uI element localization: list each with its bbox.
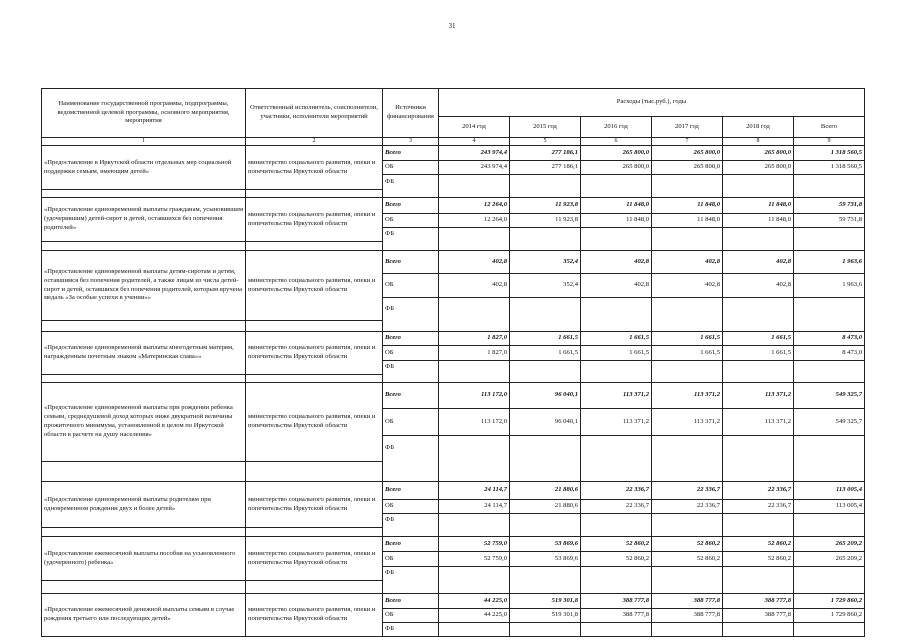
ob-value: 352,4 <box>510 274 581 298</box>
spacer-cell <box>246 321 383 332</box>
spacer-cell <box>794 321 865 332</box>
spacer-cell <box>383 242 439 251</box>
source-ob: ОБ <box>383 214 439 228</box>
spacer-cell <box>652 375 723 383</box>
table-row <box>42 537 865 552</box>
source-fb: ФБ <box>383 228 439 242</box>
spacer-cell <box>510 242 581 251</box>
source-total: Всего <box>383 146 439 161</box>
executor: министерство социального развития, опеки и попечительства Иркутской области <box>246 537 383 581</box>
spacer-cell <box>581 190 652 198</box>
ob-value: 52 860,2 <box>581 552 652 567</box>
spacer-cell <box>246 375 383 383</box>
total-value: 11 923,8 <box>510 198 581 214</box>
ob-value: 402,8 <box>439 274 510 298</box>
ob-value: 44 225,0 <box>439 609 510 623</box>
empty-cell <box>723 514 794 528</box>
ob-value: 265 800,0 <box>581 161 652 175</box>
empty-cell <box>794 436 865 462</box>
empty-cell <box>652 514 723 528</box>
source-ob: ОБ <box>383 409 439 436</box>
ob-value: 265 209,2 <box>794 552 865 567</box>
executor: министерство социального развития, опеки и попечительства Иркутской области <box>246 482 383 528</box>
spacer-cell <box>42 581 246 594</box>
empty-cell <box>439 436 510 462</box>
ob-value: 402,8 <box>723 274 794 298</box>
spacer-cell <box>510 375 581 383</box>
source-fb: ФБ <box>383 361 439 375</box>
empty-cell <box>652 623 723 637</box>
source-fb: ФБ <box>383 298 439 321</box>
executor: министерство социального развития, опеки и попечительства Иркутской области <box>246 594 383 637</box>
empty-cell <box>652 436 723 462</box>
spacer-row <box>42 528 865 537</box>
table-row <box>42 146 865 161</box>
empty-cell <box>794 298 865 321</box>
source-fb: ФБ <box>383 567 439 581</box>
page-number: 31 <box>448 22 456 30</box>
total-value: 22 336,7 <box>581 482 652 500</box>
executor: министерство социального развития, опеки и попечительства Иркутской области <box>246 198 383 242</box>
empty-cell <box>723 175 794 190</box>
empty-cell <box>723 361 794 375</box>
empty-cell <box>652 567 723 581</box>
spacer-cell <box>723 375 794 383</box>
spacer-cell <box>246 462 383 482</box>
total-value: 96 040,1 <box>510 383 581 409</box>
spacer-cell <box>652 242 723 251</box>
empty-cell <box>439 228 510 242</box>
spacer-cell <box>510 462 581 482</box>
ob-value: 22 336,7 <box>652 500 723 514</box>
empty-cell <box>794 567 865 581</box>
source-total: Всего <box>383 251 439 274</box>
spacer-cell <box>723 242 794 251</box>
total-value: 1 661,5 <box>723 332 794 346</box>
ob-value: 1 661,5 <box>652 346 723 361</box>
total-value: 243 974,4 <box>439 146 510 161</box>
spacer-cell <box>581 581 652 594</box>
column-number: 1 <box>42 138 246 146</box>
empty-cell <box>510 175 581 190</box>
total-value: 549 325,7 <box>794 383 865 409</box>
empty-cell <box>510 623 581 637</box>
total-value: 1 661,5 <box>581 332 652 346</box>
column-number-row <box>42 138 865 146</box>
empty-cell <box>439 514 510 528</box>
source-ob: ОБ <box>383 274 439 298</box>
spacer-cell <box>723 190 794 198</box>
table-body <box>42 146 865 637</box>
header-total: Всего <box>794 117 865 138</box>
total-value: 8 473,0 <box>794 332 865 346</box>
column-number: 7 <box>652 138 723 146</box>
spacer-cell <box>581 462 652 482</box>
empty-cell <box>723 298 794 321</box>
spacer-cell <box>652 321 723 332</box>
spacer-row <box>42 462 865 482</box>
spacer-cell <box>439 462 510 482</box>
total-value: 11 848,0 <box>652 198 723 214</box>
spacer-cell <box>383 462 439 482</box>
spacer-cell <box>383 528 439 537</box>
program-name: «Предоставление единовременной выплаты гражданам, усыновившим (удочерившим) детей-сирот и детей, оставшихся без попечения родителей» <box>42 198 246 242</box>
spacer-cell <box>652 462 723 482</box>
spacer-cell <box>794 581 865 594</box>
spacer-cell <box>383 190 439 198</box>
total-value: 22 336,7 <box>723 482 794 500</box>
ob-value: 388 777,8 <box>581 609 652 623</box>
total-value: 265 209,2 <box>794 537 865 552</box>
ob-value: 11 848,0 <box>652 214 723 228</box>
header-year: 2014 год <box>439 117 510 138</box>
ob-value: 519 301,8 <box>510 609 581 623</box>
spacer-cell <box>723 462 794 482</box>
empty-cell <box>652 361 723 375</box>
total-value: 402,8 <box>581 251 652 274</box>
spacer-cell <box>652 190 723 198</box>
ob-value: 24 114,7 <box>439 500 510 514</box>
table-row <box>42 594 865 609</box>
total-value: 113 371,2 <box>581 383 652 409</box>
empty-cell <box>581 361 652 375</box>
empty-cell <box>581 175 652 190</box>
ob-value: 113 371,2 <box>723 409 794 436</box>
ob-value: 1 661,5 <box>723 346 794 361</box>
spacer-cell <box>652 528 723 537</box>
spacer-cell <box>439 242 510 251</box>
spacer-cell <box>42 462 246 482</box>
program-name: «Предоставление ежемесячной денежной выплаты семьям в случае рождения третьего или последующих детей» <box>42 594 246 637</box>
empty-cell <box>439 567 510 581</box>
executor: министерство социального развития, опеки и попечительства Иркутской области <box>246 251 383 321</box>
empty-cell <box>439 175 510 190</box>
ob-value: 265 800,0 <box>652 161 723 175</box>
spacer-cell <box>723 581 794 594</box>
total-value: 1 661,5 <box>652 332 723 346</box>
ob-value: 52 860,2 <box>652 552 723 567</box>
total-value: 1 729 860,2 <box>794 594 865 609</box>
empty-cell <box>723 436 794 462</box>
spacer-row <box>42 375 865 383</box>
empty-cell <box>723 623 794 637</box>
header-year: 2015 год <box>510 117 581 138</box>
column-number: 6 <box>581 138 652 146</box>
source-total: Всего <box>383 383 439 409</box>
source-ob: ОБ <box>383 161 439 175</box>
column-number: 3 <box>383 138 439 146</box>
spacer-cell <box>383 581 439 594</box>
spacer-cell <box>723 528 794 537</box>
spacer-cell <box>652 581 723 594</box>
empty-cell <box>581 623 652 637</box>
empty-cell <box>652 175 723 190</box>
empty-cell <box>723 228 794 242</box>
total-value: 11 848,0 <box>723 198 794 214</box>
ob-value: 113 371,2 <box>581 409 652 436</box>
spacer-cell <box>581 375 652 383</box>
source-fb: ФБ <box>383 436 439 462</box>
source-total: Всего <box>383 594 439 609</box>
empty-cell <box>794 514 865 528</box>
spacer-cell <box>42 190 246 198</box>
source-total: Всего <box>383 332 439 346</box>
spacer-cell <box>794 528 865 537</box>
spacer-cell <box>439 321 510 332</box>
total-value: 44 225,0 <box>439 594 510 609</box>
spacer-cell <box>510 321 581 332</box>
executor: министерство социального развития, опеки и попечительства Иркутской области <box>246 332 383 375</box>
ob-value: 1 661,5 <box>510 346 581 361</box>
spacer-cell <box>439 581 510 594</box>
empty-cell <box>581 567 652 581</box>
empty-cell <box>439 623 510 637</box>
empty-cell <box>510 228 581 242</box>
column-number: 9 <box>794 138 865 146</box>
total-value: 52 860,2 <box>723 537 794 552</box>
spacer-cell <box>42 321 246 332</box>
program-name: «Предоставление ежемесячной выплаты пособия на усыновленного (удочеренного) ребенка» <box>42 537 246 581</box>
source-fb: ФБ <box>383 175 439 190</box>
program-name: «Предоставление в Иркутской области отдельных мер социальной поддержки семьям, имеющим детей» <box>42 146 246 190</box>
spacer-cell <box>383 321 439 332</box>
empty-cell <box>510 567 581 581</box>
total-value: 113 371,2 <box>652 383 723 409</box>
column-number: 5 <box>510 138 581 146</box>
empty-cell <box>794 175 865 190</box>
empty-cell <box>439 298 510 321</box>
total-value: 277 186,1 <box>510 146 581 161</box>
spacer-cell <box>794 375 865 383</box>
spacer-cell <box>246 190 383 198</box>
ob-value: 21 880,6 <box>510 500 581 514</box>
program-name: «Предоставление единовременной выплаты детям-сиротам и детям, оставшимся без попечения родителей, а также лицам из числа детей-сирот и детей, оставшихся без попечения родителей, которым вручена медаль «За особые успехи в учении»» <box>42 251 246 321</box>
total-value: 388 777,8 <box>723 594 794 609</box>
empty-cell <box>510 514 581 528</box>
header-expenses: Расходы (тыс.руб.), годы <box>439 89 865 117</box>
total-value: 1 318 560,5 <box>794 146 865 161</box>
spacer-cell <box>581 528 652 537</box>
spacer-cell <box>794 190 865 198</box>
ob-value: 52 759,0 <box>439 552 510 567</box>
source-ob: ОБ <box>383 346 439 361</box>
total-value: 21 880,6 <box>510 482 581 500</box>
table-row <box>42 482 865 500</box>
ob-value: 113 371,2 <box>652 409 723 436</box>
program-name: «Предоставление единовременной выплаты многодетным матерям, награжденным почетным знаком «Материнская слава»» <box>42 332 246 375</box>
ob-value: 1 661,5 <box>581 346 652 361</box>
total-value: 52 860,2 <box>581 537 652 552</box>
source-fb: ФБ <box>383 514 439 528</box>
ob-value: 1 827,0 <box>439 346 510 361</box>
spacer-cell <box>42 242 246 251</box>
source-ob: ОБ <box>383 609 439 623</box>
executor: министерство социального развития, опеки и попечительства Иркутской области <box>246 383 383 462</box>
total-value: 12 264,0 <box>439 198 510 214</box>
total-value: 402,8 <box>652 251 723 274</box>
spacer-cell <box>439 528 510 537</box>
spacer-cell <box>383 375 439 383</box>
empty-cell <box>510 436 581 462</box>
empty-cell <box>794 623 865 637</box>
spacer-row <box>42 581 865 594</box>
ob-value: 277 186,1 <box>510 161 581 175</box>
total-value: 388 777,8 <box>581 594 652 609</box>
ob-value: 402,8 <box>581 274 652 298</box>
spacer-cell <box>723 321 794 332</box>
ob-value: 53 869,6 <box>510 552 581 567</box>
table-row <box>42 332 865 346</box>
total-value: 1 661,5 <box>510 332 581 346</box>
table-row <box>42 383 865 409</box>
total-value: 53 869,6 <box>510 537 581 552</box>
total-value: 519 301,8 <box>510 594 581 609</box>
spacer-cell <box>581 321 652 332</box>
total-value: 24 114,7 <box>439 482 510 500</box>
total-value: 265 800,0 <box>652 146 723 161</box>
spacer-row <box>42 190 865 198</box>
ob-value: 96 040,1 <box>510 409 581 436</box>
source-total: Всего <box>383 198 439 214</box>
spacer-cell <box>581 242 652 251</box>
spacer-cell <box>42 375 246 383</box>
total-value: 352,4 <box>510 251 581 274</box>
header-sources: Источники финансирования <box>383 89 439 138</box>
empty-cell <box>652 298 723 321</box>
ob-value: 12 264,0 <box>439 214 510 228</box>
total-value: 52 860,2 <box>652 537 723 552</box>
spacer-cell <box>439 375 510 383</box>
source-ob: ОБ <box>383 500 439 514</box>
header-executor: Ответственный исполнитель, соисполнители, участники, исполнители мероприятий <box>246 89 383 138</box>
header-year: 2017 год <box>652 117 723 138</box>
source-fb: ФБ <box>383 623 439 637</box>
executor: министерство социального развития, опеки и попечительства Иркутской области <box>246 146 383 190</box>
column-number: 2 <box>246 138 383 146</box>
ob-value: 113 005,4 <box>794 500 865 514</box>
empty-cell <box>439 361 510 375</box>
spacer-cell <box>510 190 581 198</box>
total-value: 265 800,0 <box>723 146 794 161</box>
empty-cell <box>581 298 652 321</box>
total-value: 113 371,2 <box>723 383 794 409</box>
table-row <box>42 198 865 214</box>
empty-cell <box>794 228 865 242</box>
ob-value: 1 318 560,5 <box>794 161 865 175</box>
ob-value: 59 731,8 <box>794 214 865 228</box>
spacer-cell <box>246 242 383 251</box>
total-value: 1 963,6 <box>794 251 865 274</box>
total-value: 59 731,8 <box>794 198 865 214</box>
total-value: 388 777,8 <box>652 594 723 609</box>
spacer-cell <box>42 528 246 537</box>
spacer-cell <box>246 528 383 537</box>
ob-value: 243 974,4 <box>439 161 510 175</box>
source-ob: ОБ <box>383 552 439 567</box>
ob-value: 8 473,0 <box>794 346 865 361</box>
spacer-cell <box>510 581 581 594</box>
total-value: 113 172,0 <box>439 383 510 409</box>
header-year: 2018 год <box>723 117 794 138</box>
total-value: 265 800,0 <box>581 146 652 161</box>
ob-value: 388 777,8 <box>652 609 723 623</box>
empty-cell <box>581 514 652 528</box>
ob-value: 11 848,0 <box>581 214 652 228</box>
header-year: 2016 год <box>581 117 652 138</box>
empty-cell <box>581 228 652 242</box>
ob-value: 402,8 <box>652 274 723 298</box>
ob-value: 11 923,8 <box>510 214 581 228</box>
source-total: Всего <box>383 537 439 552</box>
total-value: 52 759,0 <box>439 537 510 552</box>
header-name: Наименование государственной программы, подпрограммы, ведомственной целевой программы, основного мероприятия, мероприятия <box>42 89 246 138</box>
spacer-cell <box>439 190 510 198</box>
column-number: 8 <box>723 138 794 146</box>
ob-value: 549 325,7 <box>794 409 865 436</box>
empty-cell <box>510 361 581 375</box>
ob-value: 22 336,7 <box>581 500 652 514</box>
empty-cell <box>510 298 581 321</box>
empty-cell <box>723 567 794 581</box>
ob-value: 388 777,8 <box>723 609 794 623</box>
total-value: 113 005,4 <box>794 482 865 500</box>
spacer-cell <box>246 581 383 594</box>
total-value: 22 336,7 <box>652 482 723 500</box>
program-name: «Предоставление единовременной выплаты родителям при одновременном рождении двух и более детей» <box>42 482 246 528</box>
program-name: «Предоставление единовременной выплаты при рождении ребенка семьям, среднедушевой доход которых ниже двукратной величины прожиточного минимума, установленной в целом по Иркутской области в расчете на душу населения» <box>42 383 246 462</box>
ob-value: 52 860,2 <box>723 552 794 567</box>
empty-cell <box>652 228 723 242</box>
total-value: 11 848,0 <box>581 198 652 214</box>
budget-table <box>41 88 865 637</box>
table-row <box>42 251 865 274</box>
source-total: Всего <box>383 482 439 500</box>
ob-value: 113 172,0 <box>439 409 510 436</box>
column-number: 4 <box>439 138 510 146</box>
ob-value: 265 800,0 <box>723 161 794 175</box>
ob-value: 1 729 860,2 <box>794 609 865 623</box>
empty-cell <box>794 361 865 375</box>
ob-value: 22 336,7 <box>723 500 794 514</box>
spacer-cell <box>794 462 865 482</box>
empty-cell <box>581 436 652 462</box>
spacer-cell <box>510 528 581 537</box>
spacer-cell <box>794 242 865 251</box>
ob-value: 11 848,0 <box>723 214 794 228</box>
total-value: 402,8 <box>723 251 794 274</box>
spacer-row <box>42 321 865 332</box>
total-value: 402,8 <box>439 251 510 274</box>
spacer-row <box>42 242 865 251</box>
total-value: 1 827,0 <box>439 332 510 346</box>
ob-value: 1 963,6 <box>794 274 865 298</box>
